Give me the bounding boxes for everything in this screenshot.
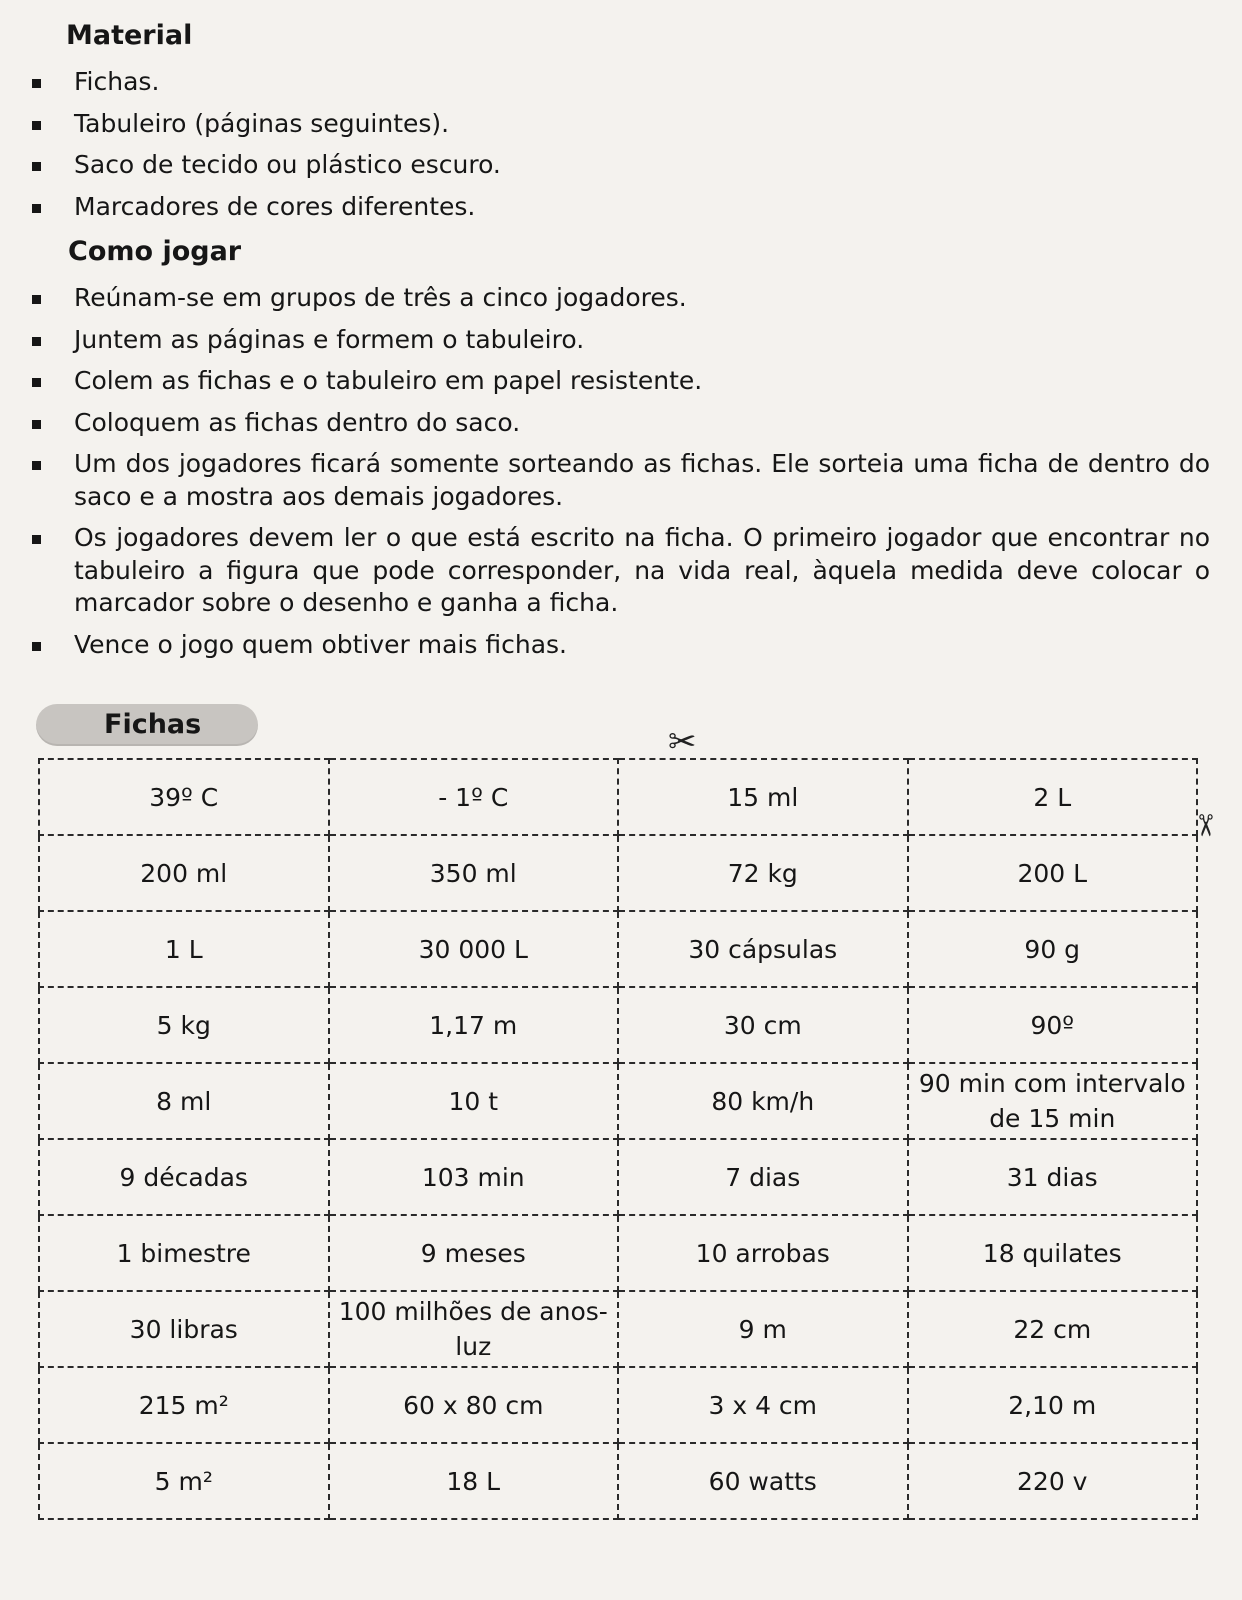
ficha-card: 9 meses bbox=[329, 1215, 619, 1291]
ficha-card: 8 ml bbox=[39, 1063, 329, 1139]
list-item: Tabuleiro (páginas seguintes). bbox=[32, 108, 1212, 141]
list-item: Colem as fichas e o tabuleiro em papel resistente. bbox=[32, 365, 1210, 398]
list-item: Coloquem as fichas dentro do saco. bbox=[32, 407, 1210, 440]
fichas-table bbox=[38, 758, 1198, 1520]
table-row bbox=[39, 1367, 1197, 1443]
table-row bbox=[39, 1215, 1197, 1291]
ficha-card: 60 watts bbox=[618, 1443, 908, 1519]
ficha-card: 9 m bbox=[618, 1291, 908, 1367]
ficha-card: 5 m² bbox=[39, 1443, 329, 1519]
ficha-card: 2 L bbox=[908, 759, 1198, 835]
ficha-card: 1,17 m bbox=[329, 987, 619, 1063]
table-row bbox=[39, 1443, 1197, 1519]
table-row bbox=[39, 835, 1197, 911]
ficha-card: 18 quilates bbox=[908, 1215, 1198, 1291]
ficha-card: 103 min bbox=[329, 1139, 619, 1215]
ficha-card: 31 dias bbox=[908, 1139, 1198, 1215]
ficha-card: 30 000 L bbox=[329, 911, 619, 987]
list-item: Vence o jogo quem obtiver mais fichas. bbox=[32, 629, 1210, 662]
scissors-icon: ✂ bbox=[668, 722, 697, 762]
table-row bbox=[39, 1063, 1197, 1139]
ficha-card: 10 t bbox=[329, 1063, 619, 1139]
list-item: Os jogadores devem ler o que está escrito na ficha. O primeiro jogador que encontrar no tabuleiro a figura que pode corresponder, na vida real, àquela medida deve colocar o marcador sobre o desenho e ganha a ficha. bbox=[32, 522, 1210, 620]
list-item: Juntem as páginas e formem o tabuleiro. bbox=[32, 324, 1210, 357]
ficha-card: 90º bbox=[908, 987, 1198, 1063]
ficha-card: 100 milhões de anos-luz bbox=[329, 1291, 619, 1367]
ficha-card: 3 x 4 cm bbox=[618, 1367, 908, 1443]
material-title: Material bbox=[66, 20, 193, 51]
ficha-card: 200 ml bbox=[39, 835, 329, 911]
ficha-card: 18 L bbox=[329, 1443, 619, 1519]
ficha-card: 15 ml bbox=[618, 759, 908, 835]
table-row bbox=[39, 1291, 1197, 1367]
ficha-card: 220 v bbox=[908, 1443, 1198, 1519]
ficha-card: 215 m² bbox=[39, 1367, 329, 1443]
ficha-card: 1 bimestre bbox=[39, 1215, 329, 1291]
ficha-card: 90 g bbox=[908, 911, 1198, 987]
material-list bbox=[32, 66, 1212, 232]
fichas-label-pill bbox=[36, 704, 258, 746]
ficha-card: 9 décadas bbox=[39, 1139, 329, 1215]
ficha-card: 5 kg bbox=[39, 987, 329, 1063]
table-row bbox=[39, 1139, 1197, 1215]
ficha-card: 90 min com intervalo de 15 min bbox=[908, 1063, 1198, 1139]
ficha-card: 60 x 80 cm bbox=[329, 1367, 619, 1443]
ficha-card: 39º C bbox=[39, 759, 329, 835]
fichas-label: Fichas bbox=[104, 709, 202, 740]
ficha-card: 1 L bbox=[39, 911, 329, 987]
ficha-card: 350 ml bbox=[329, 835, 619, 911]
como-jogar-title: Como jogar bbox=[68, 236, 242, 267]
ficha-card: 200 L bbox=[908, 835, 1198, 911]
table-row bbox=[39, 759, 1197, 835]
ficha-card: 7 dias bbox=[618, 1139, 908, 1215]
ficha-card: 10 arrobas bbox=[618, 1215, 908, 1291]
list-item: Um dos jogadores ficará somente sorteando as fichas. Ele sorteia uma ficha de dentro do saco e a mostra aos demais jogadores. bbox=[32, 448, 1210, 513]
ficha-card: 30 libras bbox=[39, 1291, 329, 1367]
ficha-card: 30 cm bbox=[618, 987, 908, 1063]
list-item: Marcadores de cores diferentes. bbox=[32, 191, 1212, 224]
ficha-card: - 1º C bbox=[329, 759, 619, 835]
ficha-card: 2,10 m bbox=[908, 1367, 1198, 1443]
ficha-card: 30 cápsulas bbox=[618, 911, 908, 987]
table-row bbox=[39, 987, 1197, 1063]
table-row bbox=[39, 911, 1197, 987]
scissors-icon: ✂ bbox=[1187, 812, 1223, 839]
ficha-card: 80 km/h bbox=[618, 1063, 908, 1139]
ficha-card: 22 cm bbox=[908, 1291, 1198, 1367]
list-item: Saco de tecido ou plástico escuro. bbox=[32, 149, 1212, 182]
ficha-card: 72 kg bbox=[618, 835, 908, 911]
list-item: Reúnam-se em grupos de três a cinco jogadores. bbox=[32, 282, 1210, 315]
list-item: Fichas. bbox=[32, 66, 1212, 99]
rules-list bbox=[32, 282, 1210, 670]
